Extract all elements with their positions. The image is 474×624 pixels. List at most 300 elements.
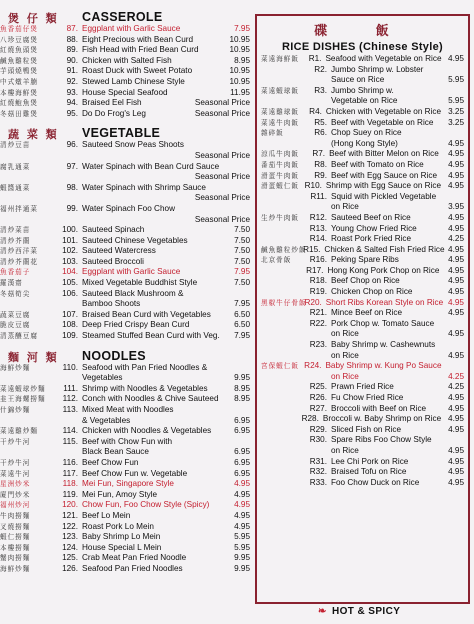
menu-item-price: 4.95 bbox=[448, 170, 464, 180]
menu-item-row bbox=[0, 320, 250, 331]
menu-item-code: R16. bbox=[309, 255, 327, 265]
menu-item-code: 100. bbox=[62, 225, 78, 235]
menu-item-row bbox=[0, 416, 250, 427]
menu-item-code: R2. bbox=[314, 64, 327, 74]
menu-item-code: 90. bbox=[66, 55, 78, 65]
casserole-heading: CASSEROLE bbox=[82, 10, 163, 24]
menu-item-chinese-name: 蔬菜豆腐 bbox=[0, 310, 31, 319]
menu-item-chinese-name: 魚香茄仔煲 bbox=[0, 25, 38, 33]
menu-item-row bbox=[0, 511, 250, 522]
menu-item-code: 110. bbox=[62, 362, 78, 372]
rice-dishes-box bbox=[255, 14, 470, 604]
menu-item-chinese-name: 冬菇田雞煲 bbox=[0, 109, 38, 118]
menu-item-name: Eggplant with Garlic Sauce bbox=[82, 24, 181, 33]
menu-item-price: 3.25 bbox=[448, 117, 464, 127]
menu-item-row bbox=[0, 553, 250, 564]
menu-item-row bbox=[0, 77, 250, 88]
menu-item-chinese-name: 什錦炒麵 bbox=[0, 406, 31, 414]
menu-item-name: Sliced Fish on Rice bbox=[331, 424, 402, 434]
menu-item-code: 119. bbox=[62, 489, 78, 499]
menu-item-price: 4.95 bbox=[448, 467, 464, 477]
menu-item-code: 123. bbox=[62, 532, 78, 542]
menu-item-price: 7.50 bbox=[234, 225, 250, 235]
menu-item-name: Sauteed Spinach bbox=[82, 225, 145, 235]
menu-item-price: 8.95 bbox=[234, 394, 250, 404]
menu-item-name: Mei Fun, Amoy Style bbox=[82, 489, 158, 499]
menu-item-name: on Rice bbox=[331, 350, 359, 360]
menu-item-row bbox=[261, 404, 464, 415]
menu-item-row bbox=[261, 171, 464, 182]
menu-item-code: R22. bbox=[309, 318, 327, 328]
menu-item-name: Vegetables bbox=[82, 373, 123, 383]
menu-item-name: Beef with Chow Fun with bbox=[82, 436, 173, 446]
menu-item-row bbox=[0, 331, 250, 342]
menu-item-row bbox=[0, 458, 250, 469]
menu-item-price: 7.95 bbox=[234, 331, 250, 341]
menu-item-row bbox=[261, 107, 464, 118]
noodles-heading: NOODLES bbox=[82, 348, 146, 363]
menu-item-row bbox=[261, 224, 464, 235]
menu-item-row bbox=[261, 435, 464, 446]
menu-item-code: R8. bbox=[314, 159, 327, 169]
menu-item-name: on Rice bbox=[331, 445, 359, 455]
menu-item-code: R23. bbox=[309, 340, 327, 350]
menu-item-row bbox=[0, 469, 250, 480]
menu-item-chinese-name: 冬菇筍尖 bbox=[0, 289, 31, 298]
menu-item-chinese-name: 芋頭燒鴨煲 bbox=[0, 67, 38, 76]
menu-item-price: 10.95 bbox=[229, 66, 250, 76]
menu-item-name: Seafood with Vegetable on Rice bbox=[325, 54, 442, 63]
menu-item-price: 6.95 bbox=[234, 426, 250, 436]
menu-item-code: 105. bbox=[62, 278, 78, 288]
menu-item-row bbox=[261, 467, 464, 478]
menu-item-code: 125. bbox=[62, 553, 78, 563]
menu-item-row bbox=[0, 490, 250, 501]
menu-item-price: 9.95 bbox=[234, 553, 250, 563]
menu-item-code: R26. bbox=[309, 393, 327, 402]
menu-item-row bbox=[0, 193, 250, 204]
menu-item-name: Broccoli w. Baby Shrimp on Rice bbox=[322, 414, 442, 424]
menu-item-price: 3.25 bbox=[448, 106, 464, 116]
menu-item-name: Beef with Bitter Melon on Rice bbox=[329, 149, 439, 159]
menu-item-chinese-name: 廈門炒米 bbox=[0, 490, 31, 499]
menu-item-price: 10.95 bbox=[229, 76, 250, 86]
menu-item-name: Vegetable on Rice bbox=[331, 96, 398, 106]
vegetable-heading: VEGETABLE bbox=[82, 126, 161, 141]
menu-item-row bbox=[0, 109, 250, 120]
menu-item-row bbox=[0, 45, 250, 56]
menu-item-code: R31. bbox=[309, 456, 327, 466]
menu-item-price: 8.95 bbox=[234, 383, 250, 393]
menu-item-name: Crab Meat Pan Fried Noodle bbox=[82, 553, 187, 563]
menu-item-code: R28. bbox=[301, 414, 319, 424]
menu-item-code: R12. bbox=[309, 212, 327, 222]
menu-item-name: Eggplant with Garlic Sauce bbox=[82, 267, 181, 277]
menu-item-code: 116. bbox=[62, 457, 78, 467]
menu-item-row bbox=[261, 372, 464, 383]
menu-item-code: 103. bbox=[62, 256, 78, 266]
menu-item-row bbox=[261, 446, 464, 457]
menu-item-code: 118. bbox=[62, 479, 78, 489]
menu-item-row bbox=[261, 382, 464, 393]
menu-item-chinese-name: 蝦醬通菜 bbox=[0, 183, 31, 192]
menu-item-row bbox=[261, 361, 464, 372]
menu-item-row bbox=[0, 405, 250, 416]
menu-item-code: R32. bbox=[309, 467, 327, 477]
menu-item-name: Hong Kong Pork Chop on Rice bbox=[327, 265, 440, 275]
menu-item-row bbox=[0, 215, 250, 226]
menu-item-row bbox=[261, 118, 464, 129]
rice-list bbox=[261, 54, 464, 488]
menu-item-row bbox=[0, 373, 250, 384]
menu-item-chinese-name: 羅漢齋 bbox=[0, 279, 23, 288]
menu-item-code: R25. bbox=[309, 382, 327, 392]
rice-heading: RICE DISHES (Chinese Style) bbox=[282, 41, 443, 53]
menu-item-name: Beef Chow Fun w. Vegetable bbox=[82, 468, 188, 478]
menu-item-name: House Special Seafood bbox=[82, 87, 168, 97]
menu-item-code: 109. bbox=[62, 331, 78, 341]
menu-item-row bbox=[261, 287, 464, 298]
menu-item-name: Foo Chow Duck on Rice bbox=[331, 477, 420, 487]
menu-item-chinese-name: 干炒牛河 bbox=[0, 458, 31, 467]
menu-item-price: 4.95 bbox=[448, 54, 464, 63]
menu-item-name: Chicken with Salted Fish bbox=[82, 55, 172, 65]
menu-item-code: R3. bbox=[314, 85, 327, 95]
menu-item-row bbox=[0, 257, 250, 268]
menu-item-row bbox=[0, 172, 250, 183]
menu-item-row bbox=[261, 266, 464, 277]
vegetable-chinese-heading: 蔬 菜 類 bbox=[8, 128, 59, 142]
menu-item-name: Roast Duck with Sweet Potato bbox=[82, 66, 193, 76]
menu-item-code: 104. bbox=[62, 267, 78, 277]
menu-item-code: 102. bbox=[62, 246, 78, 256]
menu-item-code: 98. bbox=[66, 182, 78, 192]
menu-item-row bbox=[261, 414, 464, 425]
menu-item-name: on Rice bbox=[331, 202, 359, 212]
menu-item-row bbox=[0, 66, 250, 77]
menu-item-row bbox=[0, 278, 250, 289]
menu-item-row bbox=[261, 160, 464, 171]
menu-item-name: Seafood with Pan Fried Noodles & bbox=[82, 362, 208, 372]
menu-item-chinese-name: 菜遠蝦球炒麵 bbox=[0, 384, 46, 393]
menu-item-row bbox=[0, 289, 250, 300]
menu-item-row bbox=[261, 128, 464, 139]
menu-item-chinese-name: 生炒牛肉飯 bbox=[261, 213, 299, 222]
menu-item-price: 4.95 bbox=[234, 500, 250, 510]
menu-item-code: 101. bbox=[62, 235, 78, 245]
menu-item-code: 120. bbox=[62, 500, 78, 510]
menu-item-name: Deep Fried Crispy Bean Curd bbox=[82, 320, 190, 330]
menu-item-row bbox=[0, 437, 250, 448]
menu-item-chinese-name: 清蒸釀豆腐 bbox=[0, 332, 38, 341]
menu-item-name: Broccoli with Beef on Rice bbox=[331, 403, 427, 413]
menu-item-name: Beef Chow Fun bbox=[82, 457, 139, 467]
menu-item-code: 87. bbox=[66, 24, 78, 33]
menu-item-price: 5.95 bbox=[448, 96, 464, 106]
menu-item-name: Do Do Frog's Leg bbox=[82, 108, 146, 118]
menu-item-name: Peking Spare Ribs bbox=[331, 255, 399, 265]
menu-item-chinese-name: 菜遠雞炒麵 bbox=[0, 427, 38, 436]
menu-item-row bbox=[261, 181, 464, 192]
menu-item-row bbox=[0, 543, 250, 554]
menu-item-code: R9. bbox=[314, 170, 327, 180]
menu-item-price: 4.95 bbox=[448, 223, 464, 233]
menu-item-name: Prawn Fried Rice bbox=[331, 382, 394, 392]
menu-item-chinese-name: 蟹肉撈麵 bbox=[0, 554, 31, 563]
menu-item-code: R13. bbox=[309, 223, 327, 233]
menu-item-name: Water Spinach with Shrimp Sauce bbox=[82, 182, 206, 192]
menu-item-row bbox=[261, 75, 464, 86]
hot-spicy-label: HOT & SPICY bbox=[331, 606, 401, 617]
menu-item-name: Sauteed Snow Peas Shoots bbox=[82, 140, 184, 150]
menu-item-row bbox=[0, 384, 250, 395]
menu-item-row bbox=[0, 56, 250, 67]
menu-item-code: R19. bbox=[309, 287, 327, 297]
menu-item-price: 4.95 bbox=[448, 212, 464, 222]
noodles-list bbox=[0, 363, 250, 575]
menu-item-row bbox=[0, 35, 250, 46]
menu-item-code: 112. bbox=[62, 394, 78, 404]
menu-item-code: R33. bbox=[309, 477, 327, 487]
menu-item-price: Seasonal Price bbox=[194, 214, 250, 224]
menu-item-row bbox=[261, 86, 464, 97]
menu-item-chinese-name: 菜遠海鮮飯 bbox=[261, 55, 299, 63]
menu-item-name: Sauteed Watercress bbox=[82, 246, 156, 256]
menu-item-row bbox=[261, 351, 464, 362]
menu-item-price: 10.95 bbox=[229, 34, 250, 44]
menu-item-row bbox=[0, 500, 250, 511]
menu-item-code: 115. bbox=[62, 436, 78, 446]
menu-item-code: 96. bbox=[66, 140, 78, 150]
vegetable-list bbox=[0, 140, 250, 341]
menu-item-price: 5.95 bbox=[234, 532, 250, 542]
menu-item-row bbox=[0, 267, 250, 278]
casserole-list bbox=[0, 24, 250, 119]
noodles-chinese-heading: 麵 河 類 bbox=[8, 350, 59, 364]
menu-item-price: 6.50 bbox=[234, 309, 250, 319]
menu-item-name: Steamed Stuffed Bean Curd with Veg. bbox=[82, 331, 220, 341]
menu-item-chinese-name: 番茄牛肉飯 bbox=[261, 160, 299, 169]
menu-item-price: 4.95 bbox=[448, 329, 464, 339]
menu-item-price: 4.25 bbox=[448, 371, 464, 381]
menu-item-name: Mixed Meat with Noodles bbox=[82, 405, 174, 414]
menu-item-price: 4.95 bbox=[448, 414, 464, 424]
menu-item-row bbox=[261, 329, 464, 340]
menu-item-name: Bamboo Shoots bbox=[82, 299, 141, 309]
menu-item-name: on Rice bbox=[331, 371, 359, 381]
menu-item-name: Shrimp with Egg Sauce on Rice bbox=[325, 181, 442, 191]
menu-item-price: 6.50 bbox=[234, 320, 250, 330]
menu-item-row bbox=[261, 308, 464, 319]
menu-item-name: Beef Chop on Rice bbox=[331, 276, 400, 286]
menu-item-name: Beef with Tomato on Rice bbox=[331, 159, 424, 169]
menu-item-name: Short Ribs Korean Style on Rice bbox=[325, 297, 444, 307]
menu-item-chinese-name: 雜碎飯 bbox=[261, 129, 284, 138]
menu-item-row bbox=[261, 96, 464, 107]
menu-item-chinese-name: 鹹魚雞粒煲 bbox=[0, 56, 38, 65]
menu-item-name: Eight Precious with Bean Curd bbox=[82, 34, 194, 44]
menu-item-code: 99. bbox=[66, 203, 78, 213]
menu-item-name: Jumbo Shrimp w. bbox=[331, 85, 394, 95]
menu-item-name: Young Chow Fried Rice bbox=[331, 223, 417, 233]
menu-item-row bbox=[261, 65, 464, 76]
menu-item-chinese-name: 叉燒撈麵 bbox=[0, 522, 31, 531]
menu-item-row bbox=[261, 149, 464, 160]
menu-item-price: 4.95 bbox=[234, 479, 250, 489]
menu-item-code: 95. bbox=[66, 108, 78, 118]
menu-item-price: 4.95 bbox=[448, 265, 464, 275]
menu-item-name: Jumbo Shrimp w. Lobster bbox=[331, 64, 424, 74]
menu-item-name: Braised Tofu on Rice bbox=[331, 467, 407, 477]
menu-item-code: 121. bbox=[62, 510, 78, 520]
menu-item-code: 93. bbox=[66, 87, 78, 97]
menu-item-row bbox=[0, 162, 250, 173]
menu-item-price: 4.95 bbox=[448, 456, 464, 466]
menu-item-code: 111. bbox=[63, 383, 78, 393]
menu-item-code: 114. bbox=[62, 426, 78, 436]
menu-item-name: Mince Beef on Rice bbox=[331, 308, 402, 318]
menu-item-code: R15. bbox=[303, 244, 321, 254]
menu-item-code: R5. bbox=[314, 117, 327, 127]
menu-item-name: Sauteed Black Mushroom & bbox=[82, 288, 184, 298]
menu-item-name: Braised Eel Fish bbox=[82, 98, 142, 108]
menu-item-code: R14. bbox=[309, 234, 327, 244]
menu-item-price: 6.95 bbox=[234, 447, 250, 457]
menu-item-code: 92. bbox=[66, 76, 78, 86]
menu-item-code: 108. bbox=[62, 320, 78, 330]
menu-item-price: 7.50 bbox=[234, 246, 250, 256]
menu-item-price: 8.95 bbox=[234, 55, 250, 65]
menu-item-price: 5.95 bbox=[234, 542, 250, 552]
menu-item-name: Baby Shrimp w. Cashewnuts bbox=[331, 340, 436, 350]
menu-item-price: 4.95 bbox=[448, 159, 464, 169]
menu-item-chinese-name: 清炒菜苗 bbox=[0, 226, 31, 235]
menu-item-name: Pork Chop w. Tomato Sauce bbox=[331, 318, 435, 328]
menu-item-row bbox=[0, 522, 250, 533]
menu-item-code: R17. bbox=[306, 265, 324, 275]
menu-item-chinese-name: 本樓撈麵 bbox=[0, 543, 31, 552]
menu-item-row bbox=[0, 532, 250, 543]
menu-item-price: 7.95 bbox=[234, 267, 250, 277]
menu-item-price: 4.95 bbox=[448, 403, 464, 413]
menu-item-name: Baby Shrimp w. Kung Po Sauce bbox=[325, 361, 442, 371]
menu-item-name: Seafood Pan Fried Noodles bbox=[82, 563, 183, 573]
menu-item-row bbox=[261, 245, 464, 256]
menu-item-row bbox=[261, 425, 464, 436]
menu-item-name: Chop Suey on Rice bbox=[331, 128, 402, 138]
menu-item-price: 9.95 bbox=[234, 563, 250, 573]
menu-item-row bbox=[0, 479, 250, 490]
menu-item-name: Chicken with Vegetable on Rice bbox=[325, 106, 442, 116]
menu-item-chinese-name: 滑蛋牛肉飯 bbox=[261, 171, 299, 180]
menu-item-price: 4.95 bbox=[448, 287, 464, 297]
menu-item-chinese-name: 涼瓜牛肉飯 bbox=[261, 150, 299, 159]
menu-item-code: R18. bbox=[309, 276, 327, 286]
menu-item-code: 117. bbox=[62, 468, 78, 478]
menu-item-row bbox=[261, 298, 464, 309]
menu-item-price: 6.95 bbox=[234, 415, 250, 425]
menu-item-price: Seasonal Price bbox=[194, 108, 250, 118]
menu-item-row bbox=[261, 202, 464, 213]
menu-item-price: 6.95 bbox=[234, 457, 250, 467]
menu-item-name: Chicken & Salted Fish Fried Rice bbox=[324, 244, 445, 254]
menu-item-price: 4.95 bbox=[448, 276, 464, 286]
menu-item-code: 106. bbox=[62, 288, 78, 298]
menu-item-chinese-name: 牛肉撈麵 bbox=[0, 511, 31, 520]
menu-item-row bbox=[0, 564, 250, 575]
menu-item-price: 4.95 bbox=[448, 424, 464, 434]
menu-item-price: 6.95 bbox=[234, 468, 250, 478]
menu-item-chinese-name: 福州拌通菜 bbox=[0, 204, 38, 213]
menu-item-price: 4.95 bbox=[234, 510, 250, 520]
hot-spicy-legend bbox=[318, 606, 400, 617]
menu-item-code: R6. bbox=[314, 128, 327, 138]
casserole-chinese-heading: 煲 仔 類 bbox=[8, 12, 59, 25]
menu-item-price: 11.95 bbox=[230, 87, 250, 97]
menu-item-name: Squid with Pickled Vegetable bbox=[331, 191, 437, 201]
menu-item-price: 4.95 bbox=[448, 244, 464, 254]
menu-item-price: 7.95 bbox=[234, 24, 250, 33]
menu-item-chinese-name: 黑椒牛仔骨飯 bbox=[261, 298, 307, 307]
rice-chinese-heading: 碟 飯 bbox=[314, 24, 411, 39]
menu-item-chinese-name: 清炒豆苗 bbox=[0, 141, 31, 150]
menu-item-row bbox=[261, 276, 464, 287]
menu-item-price: 4.95 bbox=[448, 149, 465, 159]
menu-item-name: Sauteed Chinese Vegetables bbox=[82, 235, 188, 245]
menu-item-chinese-name: 海鮮炒麵 bbox=[0, 564, 31, 573]
menu-item-chinese-name: 菜遠牛肉飯 bbox=[261, 118, 299, 127]
menu-item-name: Water Spinach with Bean Curd Sauce bbox=[82, 161, 220, 171]
menu-item-code: R29. bbox=[309, 424, 327, 434]
menu-item-name: Stewed Lamb Chinese Style bbox=[82, 76, 185, 86]
menu-item-price: 4.95 bbox=[448, 297, 464, 307]
menu-item-chinese-name: 菜遠牛河 bbox=[0, 469, 31, 478]
menu-item-name: Beef Lo Mein bbox=[82, 510, 131, 520]
menu-item-name: Lee Chi Pork on Rice bbox=[331, 456, 409, 466]
left-column bbox=[0, 10, 250, 578]
menu-item-name: Braised Bean Curd with Vegetables bbox=[82, 309, 211, 319]
menu-item-name: Beef with Vegetable on Rice bbox=[331, 117, 434, 127]
menu-item-price: 7.50 bbox=[234, 256, 250, 266]
menu-item-price: 5.95 bbox=[448, 75, 464, 85]
menu-item-code: 122. bbox=[62, 521, 78, 531]
menu-item-code: R30. bbox=[309, 435, 327, 445]
menu-item-row bbox=[0, 204, 250, 215]
menu-item-chinese-name: 干炒牛河 bbox=[0, 437, 31, 446]
menu-item-row bbox=[0, 447, 250, 458]
menu-item-name: Fu Chow Fried Rice bbox=[331, 393, 404, 402]
menu-item-chinese-name: 海鮮炒麵 bbox=[0, 363, 31, 372]
menu-item-price: Seasonal Price bbox=[194, 150, 250, 160]
menu-item-price: 4.95 bbox=[448, 393, 464, 402]
menu-item-name: Chicken with Noodles & Vegetables bbox=[82, 426, 212, 436]
menu-item-price: 4.95 bbox=[448, 255, 464, 265]
menu-item-code: R24. bbox=[304, 361, 322, 371]
menu-item-row bbox=[0, 225, 250, 236]
menu-item-code: R10. bbox=[304, 181, 322, 191]
menu-item-code: R21. bbox=[309, 308, 327, 318]
menu-item-code: 97. bbox=[66, 161, 78, 171]
menu-item-row bbox=[261, 213, 464, 224]
menu-item-code: 126. bbox=[62, 563, 78, 573]
menu-item-name: Chow Fun, Foo Chow Style (Spicy) bbox=[82, 500, 210, 510]
menu-item-row bbox=[261, 255, 464, 266]
menu-item-name: & Vegetables bbox=[82, 415, 131, 425]
menu-item-price: 4.95 bbox=[448, 138, 464, 148]
vegetable-section bbox=[0, 126, 250, 341]
menu-item-price: Seasonal Price bbox=[194, 172, 250, 182]
menu-item-name: Sauteed Beef on Rice bbox=[331, 212, 411, 222]
